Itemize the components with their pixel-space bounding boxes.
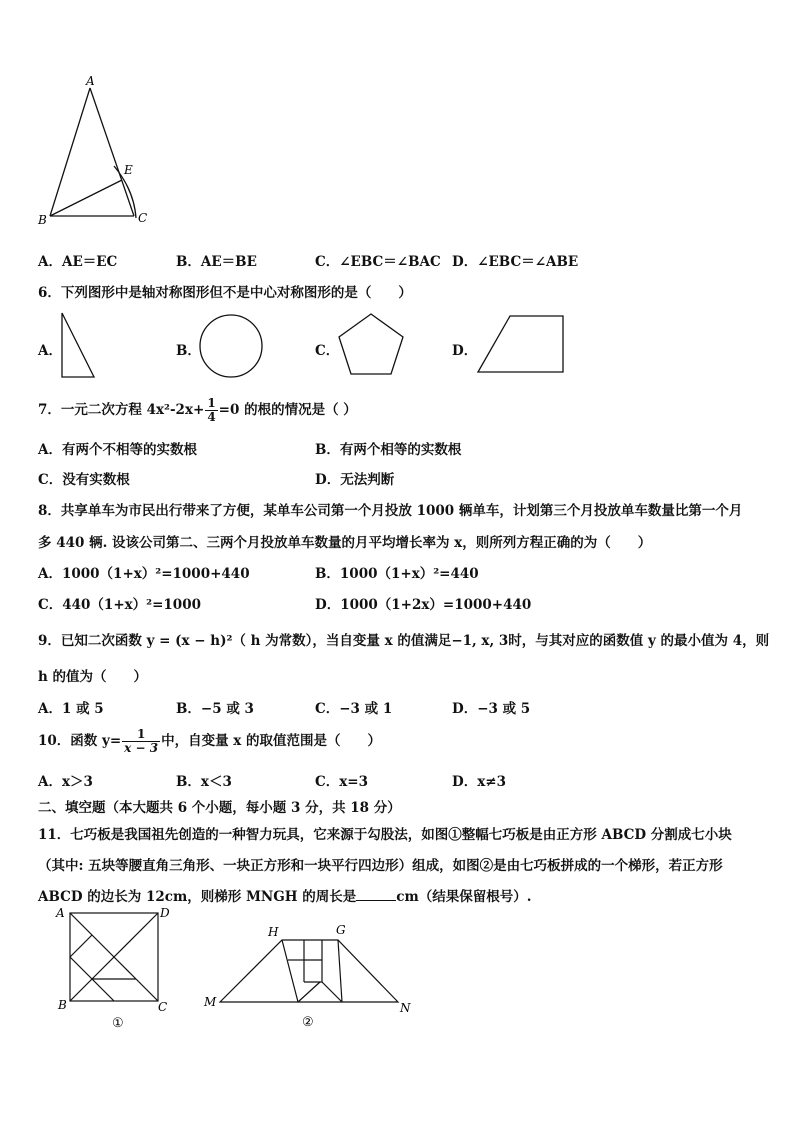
q6-label-d: D． bbox=[452, 343, 478, 359]
q10-frac-den: x − 3 bbox=[124, 741, 159, 755]
q7-frac-num: 1 bbox=[207, 396, 216, 410]
figure-tangram-trapezoid bbox=[200, 920, 420, 1032]
q6-circle-figure bbox=[198, 313, 264, 379]
fig-q5-label-b: B bbox=[38, 213, 47, 227]
q11-answer-blank[interactable] bbox=[356, 900, 396, 901]
q11-stem-line3b: cm（结果保留根号）. bbox=[396, 889, 532, 905]
q6-label-a: A． bbox=[38, 343, 62, 359]
q10-option-b: B．x＜3 bbox=[176, 774, 232, 790]
fig2-label-m: M bbox=[204, 995, 217, 1009]
q8-stem-line1: 8．共享单车为市民出行带来了方便，某单车公司第一个月投放 1000 辆单车，计划第三个月投放单车数量比第一个月 bbox=[38, 503, 743, 519]
q7-stem-prefix: 7．一元二次方程 4x²-2x+ bbox=[38, 402, 205, 418]
q10-stem-prefix: 10．函数 y= bbox=[38, 733, 122, 749]
fig1-label-a: A bbox=[56, 906, 65, 920]
q5-option-b: B．AE＝BE bbox=[176, 254, 257, 270]
fig2-caption: ② bbox=[302, 1015, 314, 1030]
q11-stem-line2: （其中: 五块等腰直角三角形、一块正方形和一块平行四边形）组成，如图②是由七巧板拼成的一个梯形，若正方形 bbox=[38, 858, 723, 874]
fig1-caption: ① bbox=[112, 1016, 124, 1031]
q7-option-a: A．有两个不相等的实数根 bbox=[38, 442, 197, 458]
q8-option-c: C．440（1+x）²=1000 bbox=[38, 597, 201, 613]
q6-right-triangle-figure bbox=[58, 310, 98, 380]
q6-trapezoid-figure bbox=[474, 313, 566, 375]
q10-option-c: C．x=3 bbox=[315, 774, 368, 790]
q9-stem-line1: 9．已知二次函数 y = (x − h)²（ h 为常数），当自变量 x 的值满足−1, x, 3时，与其对应的函数值 y 的最小值为 4，则 bbox=[38, 633, 770, 649]
q11-stem-line1: 11．七巧板是我国祖先创造的一种智力玩具，它来源于勾股法，如图①整幅七巧板是由正方形 ABCD 分割成七小块 bbox=[38, 827, 732, 843]
q9-option-d: D．−3 或 5 bbox=[452, 701, 531, 717]
section2-heading: 二、填空题（本大题共 6 个小题，每小题 3 分，共 18 分） bbox=[38, 800, 401, 816]
q7-option-b: B．有两个相等的实数根 bbox=[315, 442, 462, 458]
q7-frac-den: 4 bbox=[207, 410, 216, 424]
q8-stem-line2: 多 440 辆. 设该公司第二、三两个月投放单车数量的月平均增长率为 x，则所列方程正确的为（ ） bbox=[38, 535, 652, 551]
q11-stem-line3 bbox=[38, 885, 531, 905]
q6-label-c: C． bbox=[315, 343, 340, 359]
q6-label-b: B． bbox=[176, 343, 201, 359]
q7-fraction bbox=[205, 397, 217, 424]
q10-option-d: D．x≠3 bbox=[452, 774, 506, 790]
q5-option-d: D．∠EBC＝∠ABE bbox=[452, 254, 579, 270]
q7-option-d: D．无法判断 bbox=[315, 472, 395, 488]
q7-stem-suffix: =0 的根的情况是（ ） bbox=[218, 402, 357, 418]
figure-tangram-square bbox=[52, 905, 184, 1033]
q10-option-a: A．x＞3 bbox=[38, 774, 93, 790]
q9-option-c: C．−3 或 1 bbox=[315, 701, 393, 717]
fig1-label-d: D bbox=[160, 906, 170, 920]
fig1-label-c: C bbox=[158, 1000, 168, 1014]
figure-q5-triangle bbox=[30, 72, 160, 232]
fig2-label-h: H bbox=[268, 925, 279, 939]
q7-stem bbox=[38, 397, 357, 424]
fig-q5-label-c: C bbox=[138, 211, 148, 225]
fig2-label-g: G bbox=[336, 923, 346, 937]
fig2-label-n: N bbox=[400, 1001, 411, 1015]
q8-option-d: D．1000（1+2x）=1000+440 bbox=[315, 597, 532, 613]
fig-q5-label-e: E bbox=[124, 163, 133, 177]
q5-option-a: A．AE＝EC bbox=[38, 254, 118, 270]
q7-option-c: C．没有实数根 bbox=[38, 472, 130, 488]
q9-option-b: B．−5 或 3 bbox=[176, 701, 254, 717]
q6-stem: 6．下列图形中是轴对称图形但不是中心对称图形的是（ ） bbox=[38, 285, 412, 301]
fig1-label-b: B bbox=[58, 998, 67, 1012]
q8-option-b: B．1000（1+x）²=440 bbox=[315, 566, 479, 582]
q10-frac-num: 1 bbox=[122, 728, 160, 742]
q6-pentagon-figure bbox=[337, 311, 405, 377]
q10-stem bbox=[38, 728, 381, 755]
q10-stem-suffix: 中，自变量 x 的取值范围是（ ） bbox=[161, 733, 382, 749]
q9-stem-line2: h 的值为（ ） bbox=[38, 669, 148, 685]
q8-option-a: A．1000（1+x）²=1000+440 bbox=[38, 566, 250, 582]
q5-option-c: C．∠EBC＝∠BAC bbox=[315, 254, 441, 270]
q10-fraction bbox=[122, 728, 160, 755]
q11-stem-line3a: ABCD 的边长为 12cm，则梯形 MNGH 的周长是 bbox=[38, 889, 357, 905]
fig-q5-label-a: A bbox=[86, 74, 95, 88]
q9-option-a: A．1 或 5 bbox=[38, 701, 104, 717]
